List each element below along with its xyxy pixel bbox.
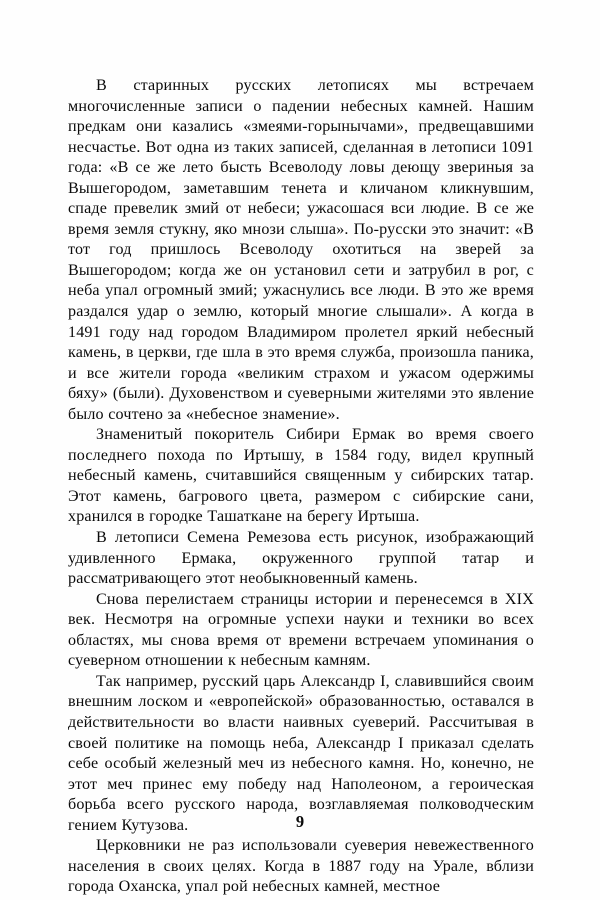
paragraph: Церковники не раз использовали суеверия невежественного населения в своих целях. Когда в 1887 году на Урале, вблизи города Оханска, упал рой небесных камней, местное (68, 837, 534, 896)
page-number: 9 (295, 812, 305, 831)
body-text (68, 76, 534, 898)
paragraph: Так например, русский царь Александр I, славившийся своим внешним лоском и «европейской» образованностью, оставался в действительности во власти наивных суеверий. Рассчитывая в своей политике на помощь неба, Александр I приказал сделать себе особый железный меч из небесного камня. Но, конечно, не этот меч принес ему победу над Наполеоном, а героическая борьба всего русского народа, возглавляемая полководческим гением Кутузова. (68, 672, 534, 834)
paragraph: Снова перелистаем страницы истории и перенесемся в XIX век. Несмотря на огромные успехи науки и техники во всех областях, мы снова время от времени встречаем упоминания о суеверном отношении к небесным камням. (68, 590, 534, 670)
paragraph: Знаменитый покоритель Сибири Ермак во время своего последнего похода по Иртышу, в 1584 году, видел крупный небесный камень, считавшийся священным у сибирских татар. Этот камень, багрового цвета, размером с сибирские сани, хранился в городке Ташаткане на берегу Иртыша. (68, 426, 534, 526)
paragraph: В летописи Семена Ремезова есть рисунок, изображающий удивленного Ермака, окруженного группой татар и рассматривающего этот необыкновенный камень. (68, 529, 534, 588)
paragraph: В старинных русских летописях мы встречаем многочисленные записи о падении небесных камней. Нашим предкам они казались «змеями-горынычами», предвещавшими несчастье. Вот одна из таких записей, сделанная в летописи 1091 года: «В се же лето бысть Всеволоду ловы деющу звериныя за Вышегородом, заметавшим тенета и кличаном кликнувшим, спаде превелик змий от небеси; ужасошася вси людие. В се же время земля стукну, яко мнози слыша». По-русски это значит: «В тот год пришлось Всеволоду охотиться на зверей за Вышегородом; когда же он установил сети и затрубил в рог, с неба упал огромный змий; ужаснулись все люди. В это же время раздался удар о землю, который многие слышали». А когда в 1491 году над городом Владимиром пролетел яркий небесный камень, в церкви, где шла в это время служба, произошла паника, и все жители города «великим страхом и ужасом одержимы бяху» (были). Духовенством и суеверными жителями это явление было сочтено за «небесное знамение». (68, 77, 534, 423)
